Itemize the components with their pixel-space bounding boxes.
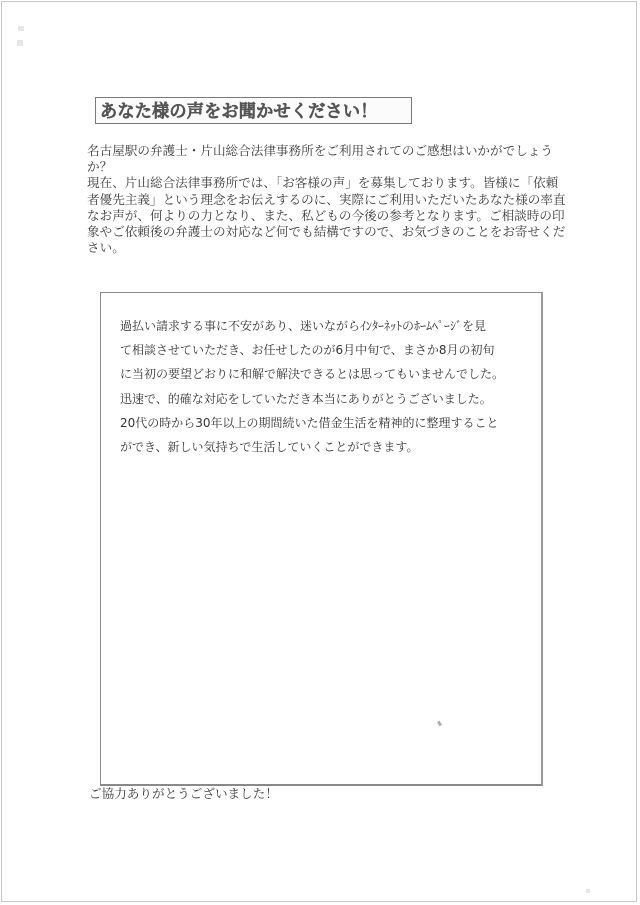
comment-line: て相談させていただき、お任せしたのが6月中旬で、まさか8月の初旬 [120,343,495,358]
comment-line: ができ、新しい気持ちで生活していくことができます。 [120,440,419,455]
thank-you-note: ご協力ありがとうございました！ [89,786,278,801]
title-banner [95,97,412,124]
intro-paragraph-2: 現在、片山総合法律事務所では、「お客様の声」を募集しております。皆様に「依頼者優先主義」という理念をお伝えするのに、実際にご利用いただいたあなた様の率直なお声が、何よりの力となり、また、私どもの今後の参考となります。ご相談時の印象やご依頼後の弁護士の対応など何でも結構ですので、お気づきのことをお寄せください。 [87,175,566,256]
customer-comment-box [100,292,543,786]
comment-line: 迅速で、的確な対応をしていただき本当にありがとうございました。 [120,391,492,406]
scan-artifact [17,40,23,46]
comment-line: に当初の要望どおりに和解で解決できるとは思ってもいませんでした。 [120,367,505,382]
intro-paragraph-1: 名古屋駅の弁護士・片山総合法律事務所をご利用されてのご感想はいかがでしょうか？ [87,143,553,175]
comment-line: 過払い請求する事に不安があり、迷いながらｲﾝﾀｰﾈｯﾄのﾎｰﾑﾍﾟｰｼﾞを見 [120,319,487,333]
pen-mark [437,721,442,727]
intro-text [87,143,567,256]
comment-line: 20代の時から30年以上の期間続いた借金生活を精神的に整理すること [120,415,499,430]
scan-artifact [586,889,590,893]
page-title: あなた様の声をお聞かせください！ [100,102,378,122]
scan-artifact [18,26,24,31]
customer-comment [120,314,535,459]
